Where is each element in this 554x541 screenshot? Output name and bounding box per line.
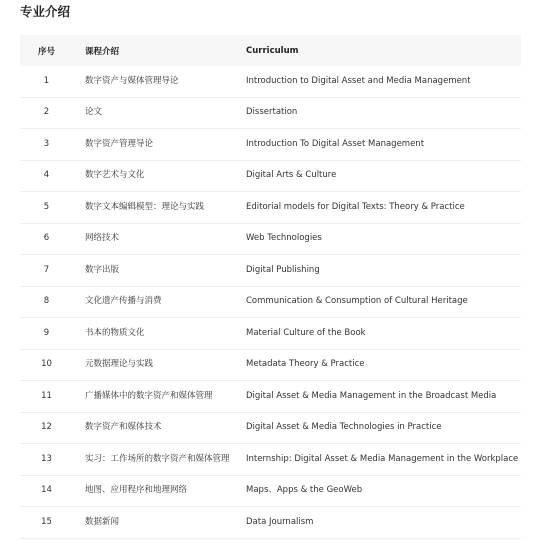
row-course-cn: 书本的物质文化: [73, 318, 246, 350]
row-number: 14: [20, 475, 73, 507]
row-curriculum: Digital Asset & Media Technologies in Practice: [246, 412, 521, 444]
table-row: [20, 97, 521, 129]
row-curriculum: Digital Arts & Culture: [246, 160, 521, 192]
row-curriculum: Data Journalism: [246, 507, 521, 539]
row-curriculum: Dissertation: [246, 97, 521, 129]
row-course-cn: 广播媒体中的数字资产和媒体管理: [73, 381, 246, 413]
row-course-cn: 数字出版: [73, 255, 246, 287]
row-course-cn: 文化遗产传播与消费: [73, 286, 246, 318]
table-row: [20, 475, 521, 507]
table-row: [20, 255, 521, 287]
row-number: 8: [20, 286, 73, 318]
row-number: 2: [20, 97, 73, 129]
table-row: [20, 412, 521, 444]
table-row: [20, 160, 521, 192]
row-number: 11: [20, 381, 73, 413]
header-course-cn: 课程介绍: [85, 46, 120, 57]
row-number: 7: [20, 255, 73, 287]
header-curriculum: Curriculum: [246, 45, 299, 56]
row-curriculum: Introduction to Digital Asset and Media Management: [246, 66, 521, 97]
row-course-cn: 数字资产管理导论: [73, 129, 246, 161]
header-no: 序号: [37, 46, 55, 57]
row-curriculum: Editorial models for Digital Texts: Theory & Practice: [246, 192, 521, 224]
section-title: 专业介绍: [20, 4, 71, 19]
row-curriculum: Digital Asset & Media Management in the Broadcast Media: [246, 381, 521, 413]
table-row: [20, 286, 521, 318]
row-course-cn: 数据新闻: [73, 507, 246, 539]
row-course-cn: 数字资产与媒体管理导论: [73, 66, 246, 97]
table-row: [20, 66, 521, 97]
row-curriculum: Digital Publishing: [246, 255, 521, 287]
table-row: [20, 507, 521, 539]
row-course-cn: 论文: [73, 97, 246, 129]
row-number: 1: [20, 66, 73, 97]
row-number: 13: [20, 444, 73, 476]
table-row: [20, 349, 521, 381]
table-row: [20, 318, 521, 350]
table-body: [20, 66, 521, 538]
row-curriculum: Material Culture of the Book: [246, 318, 521, 350]
row-course-cn: 地图、应用程序和地理网络: [73, 475, 246, 507]
table-header: [20, 35, 521, 66]
table-row: [20, 129, 521, 161]
row-curriculum: Introduction To Digital Asset Management: [246, 129, 521, 161]
row-course-cn: 数字资产和媒体技术: [73, 412, 246, 444]
table-row: [20, 381, 521, 413]
row-curriculum: Web Technologies: [246, 223, 521, 255]
row-curriculum: Internship: Digital Asset & Media Management in the Workplace: [246, 444, 521, 476]
table-row: [20, 223, 521, 255]
curriculum-table: [20, 35, 521, 539]
row-course-cn: 元数据理论与实践: [73, 349, 246, 381]
row-curriculum: Metadata Theory & Practice: [246, 349, 521, 381]
row-course-cn: 网络技术: [73, 223, 246, 255]
row-course-cn: 数字文本编辑模型：理论与实践: [73, 192, 246, 224]
row-number: 10: [20, 349, 73, 381]
row-number: 3: [20, 129, 73, 161]
row-number: 4: [20, 160, 73, 192]
table-row: [20, 444, 521, 476]
table-row: [20, 192, 521, 224]
header-row: [20, 35, 521, 66]
row-number: 6: [20, 223, 73, 255]
row-curriculum: Maps、Apps & the GeoWeb: [246, 475, 521, 507]
row-number: 12: [20, 412, 73, 444]
row-number: 15: [20, 507, 73, 539]
row-course-cn: 数字艺术与文化: [73, 160, 246, 192]
row-curriculum: Communication & Consumption of Cultural Heritage: [246, 286, 521, 318]
row-course-cn: 实习：工作场所的数字资产和媒体管理: [73, 444, 246, 476]
row-number: 9: [20, 318, 73, 350]
row-number: 5: [20, 192, 73, 224]
